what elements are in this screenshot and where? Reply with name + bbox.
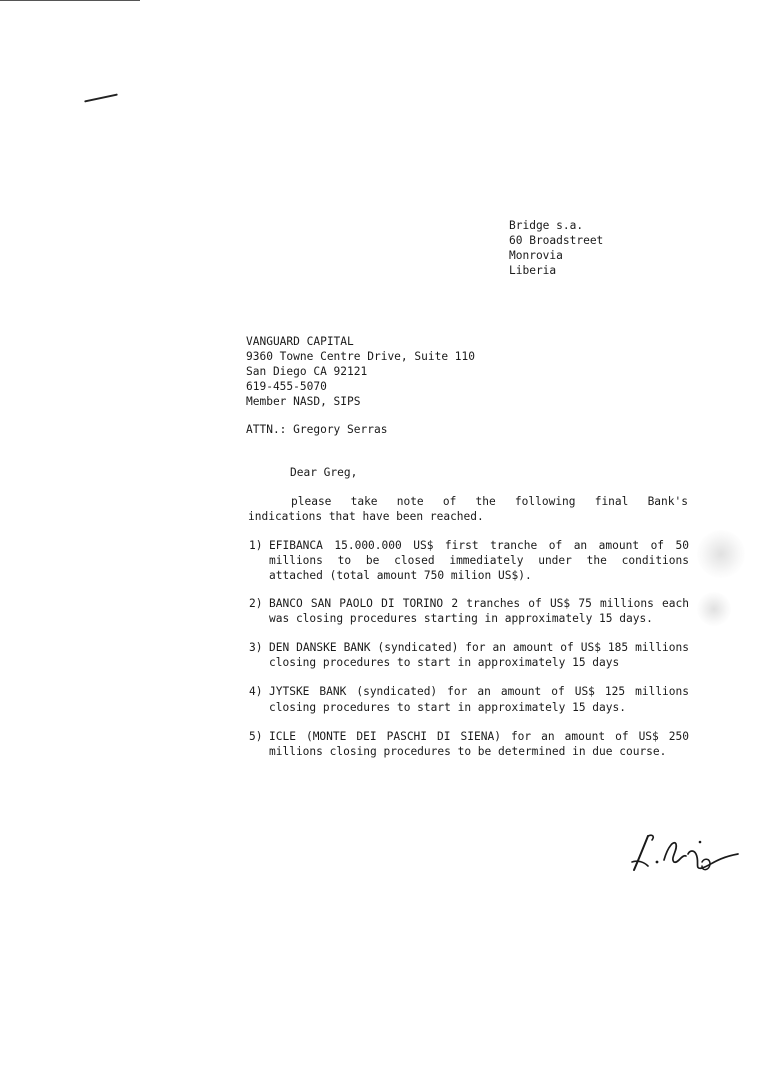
item-text: JYTSKE BANK (syndicated) for an amount of US$ 125 millions closing procedures to start in approximately 15 days. (269, 685, 689, 714)
list-item (249, 729, 689, 759)
salutation: Dear Greg, (290, 466, 358, 479)
item-number: 3) (249, 641, 263, 655)
intro-paragraph (248, 494, 688, 524)
intro-line: please take note of the following final Bank's (291, 495, 688, 508)
item-number: 5) (249, 729, 263, 743)
scan-edge-line (0, 0, 140, 1)
scan-smudge (697, 530, 745, 578)
item-text: ICLE (MONTE DEI PASCHI DI SIENA) for an amount of US$ 250 millions closing procedures to be determined in due course. (269, 729, 689, 759)
list-item (249, 596, 689, 626)
sender-address (509, 218, 603, 278)
item-text: EFIBANCA 15.000.000 US$ first tranche of an amount of 50 millions to be closed immediately under the conditions attached (total amount 750 milion US$). (269, 539, 689, 583)
sender-line: Monrovia (509, 249, 563, 262)
recipient-line: 619-455-5070 (246, 380, 327, 393)
pen-mark (84, 93, 118, 102)
item-text: DEN DANSKE BANK (syndicated) for an amount of US$ 185 millions closing procedures to start in approximately 15 days (269, 641, 689, 670)
sender-line: Bridge s.a. (509, 219, 584, 232)
recipient-line: San Diego CA 92121 (246, 365, 368, 378)
recipient-line: Member NASD, SIPS (246, 395, 361, 408)
attention-line: ATTN.: Gregory Serras (246, 423, 388, 436)
sender-line: Liberia (509, 264, 557, 277)
list-item (249, 538, 689, 584)
item-number: 2) (249, 597, 263, 611)
intro-line: indications that have been reached. (248, 510, 484, 523)
item-text: BANCO SAN PAOLO DI TORINO 2 tranches of US$ 75 millions each was closing procedures starting in approximately 15 days. (269, 597, 689, 626)
scan-smudge (697, 592, 731, 626)
recipient-line: VANGUARD CAPITAL (246, 335, 354, 348)
handwritten-signature (630, 832, 742, 874)
sender-line: 60 Broadstreet (509, 234, 604, 247)
recipient-address (246, 334, 475, 409)
list-item (249, 640, 689, 670)
list-item (249, 684, 689, 714)
recipient-line: 9360 Towne Centre Drive, Suite 110 (246, 350, 476, 363)
item-number: 1) (249, 539, 263, 552)
bank-indications-list (249, 538, 689, 772)
item-number: 4) (249, 685, 263, 699)
